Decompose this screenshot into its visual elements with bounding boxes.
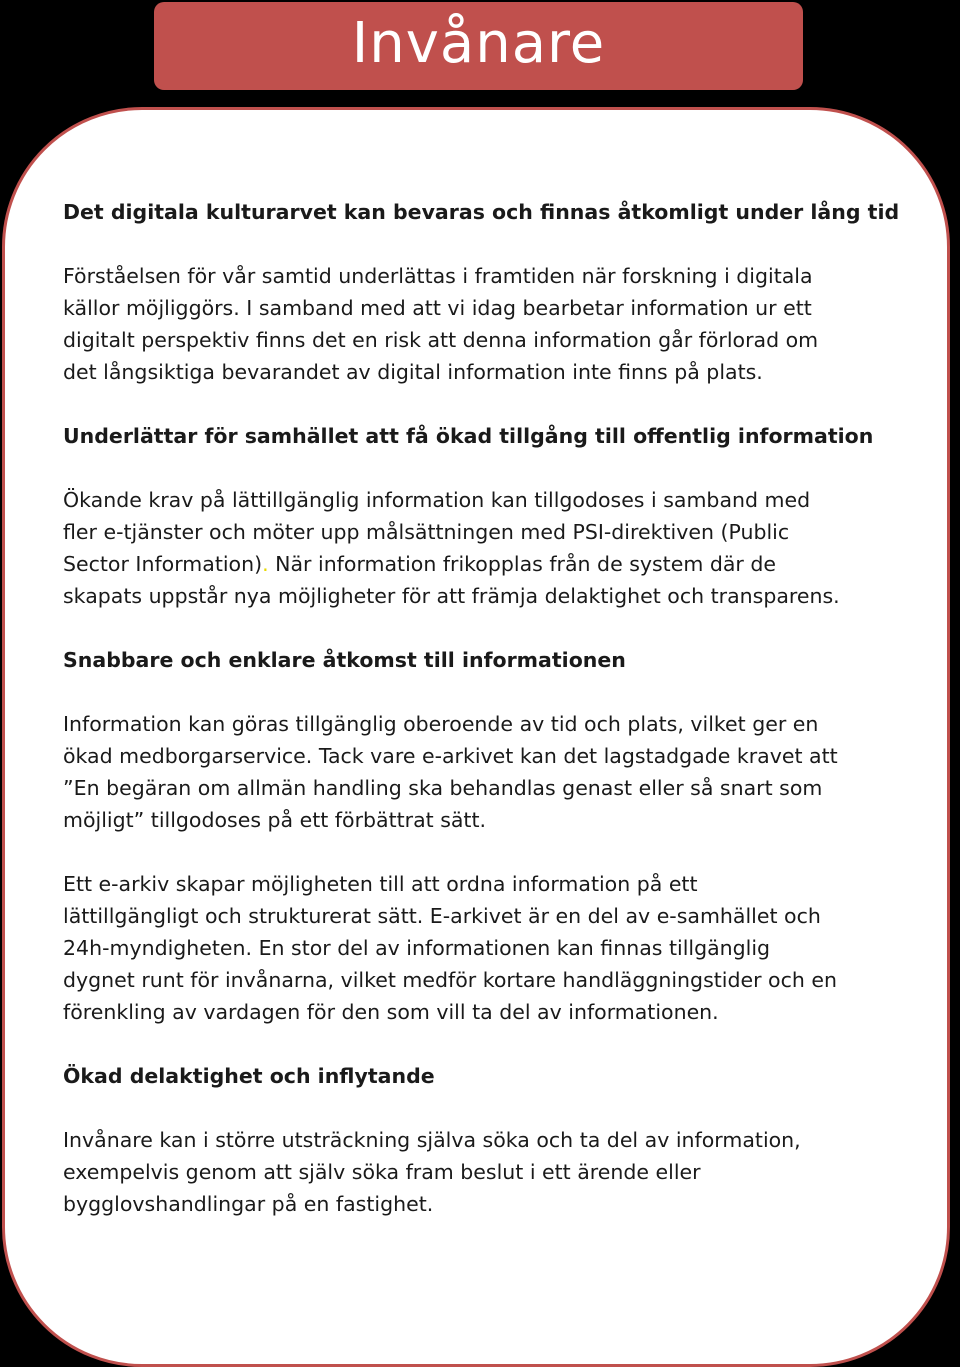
accent-dot: . <box>262 552 269 576</box>
paragraph-line: skapats uppstår nya möjligheter för att främja delaktighet och transparens. <box>63 584 840 608</box>
paragraph-line: det långsiktiga bevarandet av digital information inte finns på plats. <box>63 360 763 384</box>
paragraph-line: ”En begäran om allmän handling ska behandlas genast eller så snart som <box>63 776 823 800</box>
title-banner <box>154 2 803 90</box>
paragraph-line: 24h-myndigheten. En stor del av informationen kan finnas tillgänglig <box>63 936 771 960</box>
section-heading-delaktighet: Ökad delaktighet och inflytande <box>63 1064 435 1088</box>
page-title: Invånare <box>351 11 606 76</box>
section-paragraph-e-arkiv <box>63 868 903 1028</box>
text-content <box>63 196 903 1252</box>
section-paragraph-kulturarv <box>63 260 903 388</box>
paragraph-line: dygnet runt för invånarna, vilket medför kortare handläggningstider och en <box>63 968 837 992</box>
paragraph-line <box>63 548 903 580</box>
paragraph-line: exempelvis genom att själv söka fram beslut i ett ärende eller <box>63 1160 701 1184</box>
section-heading-offentlig-information: Underlättar för samhället att få ökad tillgång till offentlig information <box>63 424 874 448</box>
paragraph-line: möjligt” tillgodoses på ett förbättrat sätt. <box>63 808 487 832</box>
paragraph-line: Förståelsen för vår samtid underlättas i framtiden när forskning i digitala <box>63 264 813 288</box>
paragraph-line: bygglovshandlingar på en fastighet. <box>63 1192 434 1216</box>
section-heading-kulturarv: Det digitala kulturarvet kan bevaras och finnas åtkomligt under lång tid <box>63 200 900 224</box>
section-paragraph-offentlig-information <box>63 484 903 612</box>
paragraph-line: fler e-tjänster och möter upp målsättningen med PSI-direktiven (Public <box>63 520 790 544</box>
paragraph-line: källor möjliggörs. I samband med att vi idag bearbetar information ur ett <box>63 296 812 320</box>
section-paragraph-delaktighet <box>63 1124 903 1220</box>
paragraph-line: förenkling av vardagen för den som vill ta del av informationen. <box>63 1000 719 1024</box>
paragraph-line: digitalt perspektiv finns det en risk att denna information går förlorad om <box>63 328 819 352</box>
paragraph-line-part: När information frikopplas från de system där de <box>275 552 776 576</box>
section-heading-atkomst: Snabbare och enklare åtkomst till informationen <box>63 648 626 672</box>
paragraph-line: Ett e-arkiv skapar möjligheten till att ordna information på ett <box>63 872 698 896</box>
paragraph-line: lättillgängligt och strukturerat sätt. E-arkivet är en del av e-samhället och <box>63 904 821 928</box>
paragraph-line: Information kan göras tillgänglig oberoende av tid och plats, vilket ger en <box>63 712 819 736</box>
section-paragraph-atkomst <box>63 708 903 836</box>
paragraph-line: Ökande krav på lättillgänglig information kan tillgodoses i samband med <box>63 488 811 512</box>
paragraph-line-part: Sector Information) <box>63 552 263 576</box>
paragraph-line: ökad medborgarservice. Tack vare e-arkivet kan det lagstadgade kravet att <box>63 744 838 768</box>
paragraph-line: Invånare kan i större utsträckning själva söka och ta del av information, <box>63 1128 801 1152</box>
